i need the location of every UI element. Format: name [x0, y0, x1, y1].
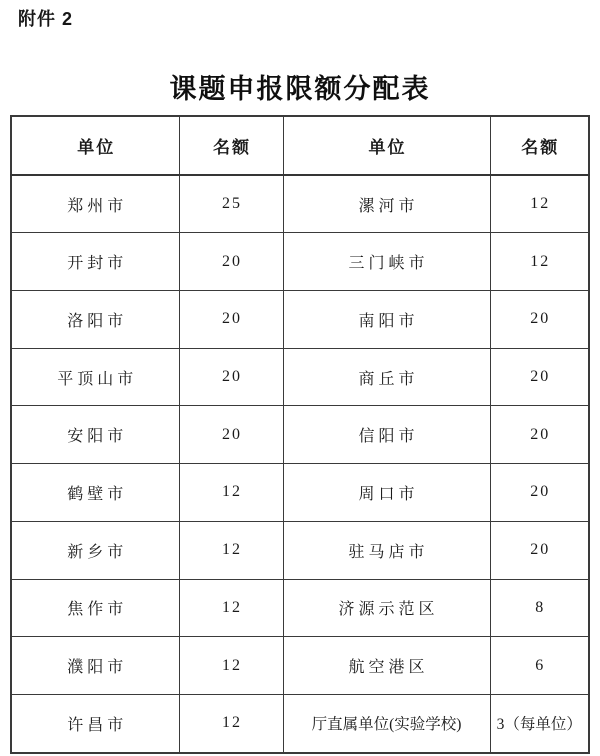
- unit-cell: 新乡市: [11, 521, 179, 579]
- quota-cell: 20: [490, 348, 589, 406]
- quota-cell: 20: [490, 521, 589, 579]
- unit-cell: 济源示范区: [283, 579, 490, 637]
- unit-cell: 郑州市: [11, 175, 179, 233]
- quota-cell: 6: [490, 637, 589, 695]
- table-row: [11, 694, 589, 752]
- unit-cell: 安阳市: [11, 406, 179, 464]
- page-title: 课题申报限额分配表: [169, 74, 431, 104]
- quota-cell: 3（每单位）: [490, 694, 589, 752]
- unit-cell: 航空港区: [283, 637, 490, 695]
- table-row: [11, 175, 589, 233]
- table-row: [11, 406, 589, 464]
- quota-cell: 12: [490, 175, 589, 233]
- table-row: [11, 291, 589, 349]
- unit-cell: 许昌市: [11, 694, 179, 752]
- quota-cell: 25: [179, 175, 283, 233]
- unit-cell: 濮阳市: [11, 637, 179, 695]
- quota-cell: 20: [490, 406, 589, 464]
- quota-cell: 20: [179, 406, 283, 464]
- quota-cell: 20: [490, 291, 589, 349]
- quota-cell: 12: [179, 464, 283, 522]
- quota-cell: 20: [490, 464, 589, 522]
- unit-cell: 平顶山市: [11, 348, 179, 406]
- unit-cell: 开封市: [11, 233, 179, 291]
- unit-cell: 驻马店市: [283, 521, 490, 579]
- attachment-label: 附件 2: [18, 9, 74, 29]
- unit-cell: 焦作市: [11, 579, 179, 637]
- table-row: [11, 464, 589, 522]
- unit-cell: 南阳市: [283, 291, 490, 349]
- quota-cell: 12: [179, 579, 283, 637]
- quota-cell: 20: [179, 348, 283, 406]
- quota-cell: 12: [490, 233, 589, 291]
- unit-cell: 鹤壁市: [11, 464, 179, 522]
- table-row: [11, 521, 589, 579]
- quota-cell: 12: [179, 694, 283, 752]
- unit-cell: 三门峡市: [283, 233, 490, 291]
- table-row: [11, 233, 589, 291]
- unit-cell: 洛阳市: [11, 291, 179, 349]
- quota-allocation-table: [10, 115, 590, 754]
- quota-cell: 20: [179, 233, 283, 291]
- unit-cell: 厅直属单位(实验学校): [283, 694, 490, 752]
- unit-cell: 漯河市: [283, 175, 490, 233]
- quota-cell: 8: [490, 579, 589, 637]
- table-row: [11, 637, 589, 695]
- table-header-row: [11, 116, 589, 175]
- header-quota-left: 名额: [179, 116, 283, 175]
- quota-cell: 20: [179, 291, 283, 349]
- header-unit-left: 单位: [11, 116, 179, 175]
- unit-cell: 商丘市: [283, 348, 490, 406]
- unit-cell: 信阳市: [283, 406, 490, 464]
- unit-cell: 周口市: [283, 464, 490, 522]
- table-row: [11, 348, 589, 406]
- quota-cell: 12: [179, 521, 283, 579]
- table-row: [11, 579, 589, 637]
- header-unit-right: 单位: [283, 116, 490, 175]
- quota-cell: 12: [179, 637, 283, 695]
- header-quota-right: 名额: [490, 116, 589, 175]
